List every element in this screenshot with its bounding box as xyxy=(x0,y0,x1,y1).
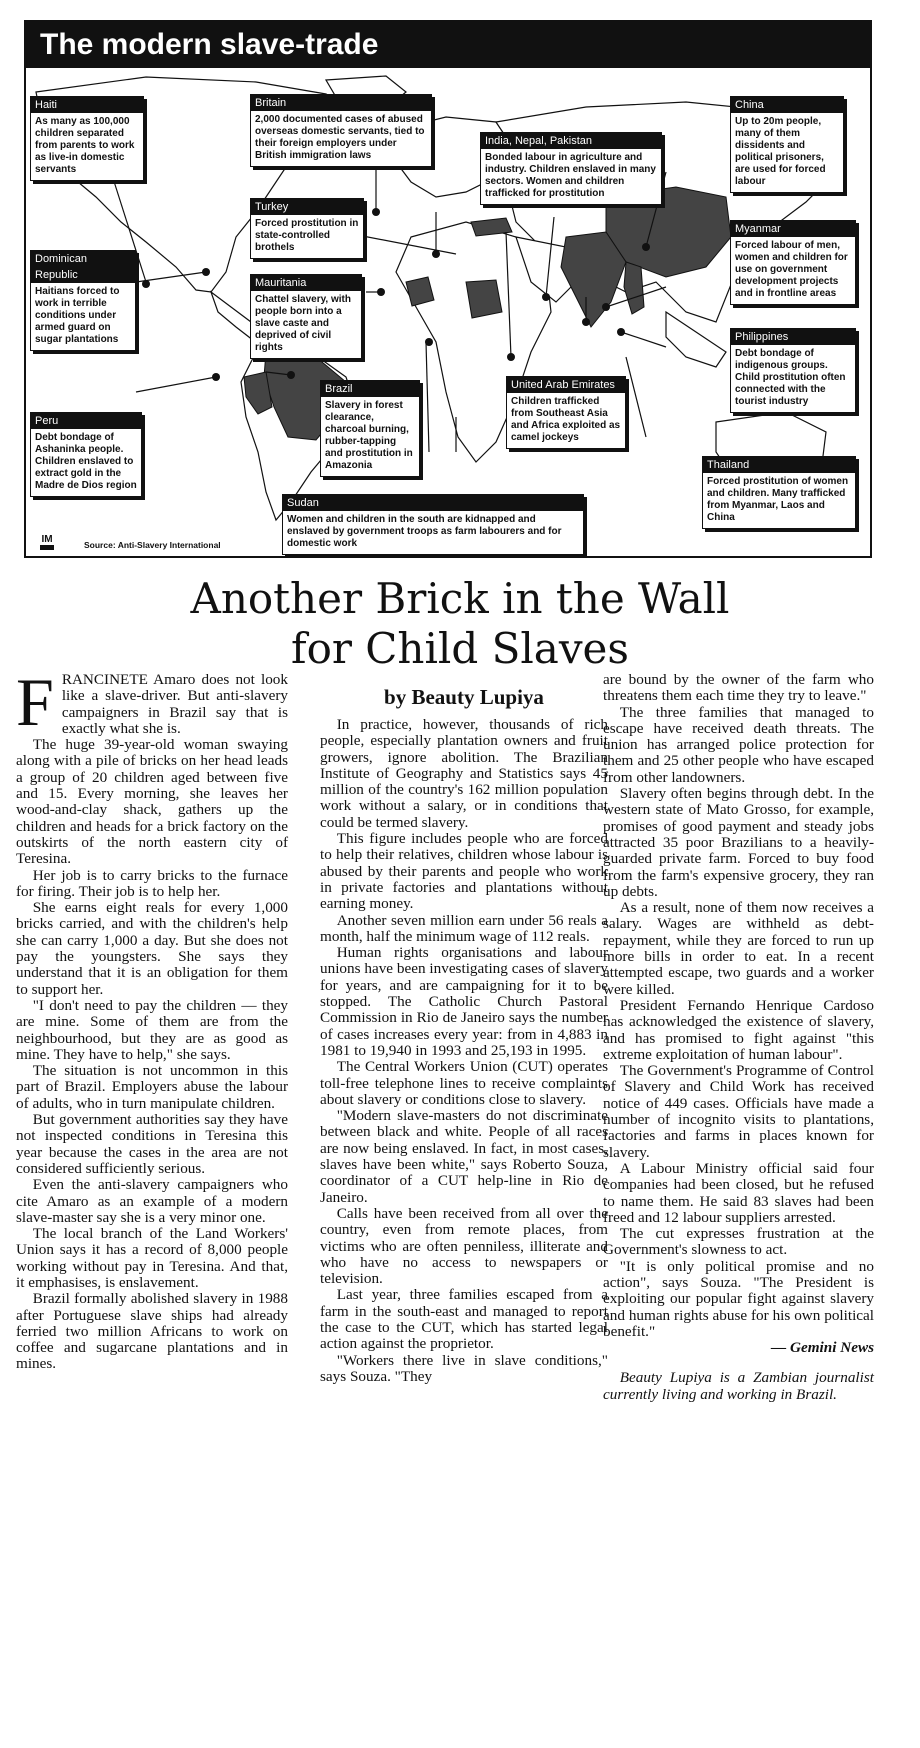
myanmar-shade xyxy=(624,262,644,314)
article-paragraph: The Central Workers Union (CUT) operates toll-free telephone lines to receive complaints about slavery or conditions close to slavery. xyxy=(320,1058,608,1108)
callout-region: India, Nepal, Pakistan xyxy=(481,133,661,149)
callout-region: China xyxy=(731,97,843,113)
graphic-credit-logo xyxy=(38,530,56,552)
continents xyxy=(36,76,846,520)
article-paragraph: The three families that managed to escape have received death threats. The union has arranged police protection for them and 25 other people who have escaped from other landowners. xyxy=(603,703,874,786)
callout-region: Philippines xyxy=(731,329,855,345)
callout-region: Britain xyxy=(251,95,431,111)
article-paragraph: "Modern slave-masters do not discriminate between black and white. People of all races are now being enslaved. In fact, in most cases, slaves have been white," says Roberto Souza, coordinator of a CUT help-line in Rio de Janeiro. xyxy=(320,1107,608,1206)
callout-mauritania xyxy=(250,274,362,359)
callout-text: Debt bondage of indigenous groups. Child prostitution often connected with the tourist industry xyxy=(735,348,846,407)
article-column-3 xyxy=(603,672,874,1403)
graphic-source: Source: Anti-Slavery International xyxy=(84,540,221,550)
article-column-1 xyxy=(16,664,288,1373)
callout-region: Mauritania xyxy=(251,275,361,291)
callout-philippines xyxy=(730,328,856,413)
article-paragraph: "I don't need to pay the children — they are mine. Some of them are from the neighbourhood, but they are as good as mine. They have to help," she says. xyxy=(16,996,288,1063)
callout-text: Forced prostitution in state-controlled brothels xyxy=(255,218,359,253)
callout-text: Up to 20m people, many of them dissidents and political prisoners, are used for forced labour xyxy=(735,116,826,187)
callout-region: Peru xyxy=(31,413,141,429)
callout-brazil xyxy=(320,380,420,477)
article-paragraph: "It is only political promise and no action", says Souza. "The President is exploiting our popular fight against slavery and human rights abuse for his own political benefit." xyxy=(603,1257,874,1340)
graphic-title: The modern slave-trade xyxy=(26,22,870,68)
article-paragraph: As a result, none of them now receives a salary. Wages are withheld as debt-repayment, while they are forced to run up more bills in order to eat. In a recent attempted escape, two guards and a worker were killed. xyxy=(603,899,874,998)
callout-region: Myanmar xyxy=(731,221,855,237)
article-paragraph: Her job is to carry bricks to the furnace for firing. Their job is to help her. xyxy=(16,866,288,900)
author-bio: Beauty Lupiya is a Zambian journalist currently living and working in Brazil. xyxy=(603,1369,874,1403)
callout-haiti xyxy=(30,96,144,181)
callout-region: Turkey xyxy=(251,199,363,215)
article-paragraph: Last year, three families escaped from a farm in the south-east and managed to report the case to the CUT, which has started legal action against the proprietor. xyxy=(320,1286,608,1353)
sudan-shade xyxy=(466,280,502,318)
article-paragraph: The Government's Programme of Control of Slavery and Child Work has received notice of 449 cases. Officials have made a number of incognito visits to plantations, factories and farms in places known for slavery. xyxy=(603,1062,874,1161)
callout-text: Forced prostitution of women and children. Many trafficked from Myanmar, Laos and China xyxy=(707,476,849,523)
callout-text: Debt bondage of Ashaninka people. Children enslaved to extract gold in the Madre de Dios region xyxy=(35,432,137,491)
callout-peru xyxy=(30,412,142,497)
article-paragraph: This figure includes people who are forced to help their relatives, children whose labour is abused by their parents and people who work in private factories and plantations without earning money. xyxy=(320,830,608,913)
article-paragraph: Slavery often begins through debt. In the western state of Mato Grosso, for example, promises of good payment and steady jobs attracted 35 poor Brazilians to a heavily-guarded private farm. Forced to buy food from the farm's expensive grocery, they ran up debts. xyxy=(603,785,874,900)
callout-india-nepal-pakistan xyxy=(480,132,662,205)
callout-text: As many as 100,000 children separated from parents to work as live-in domestic servants xyxy=(35,116,135,175)
article-paragraph: President Fernando Henrique Cardoso has acknowledged the existence of slavery, and has promised to fight against "this extreme exploitation of human labour". xyxy=(603,996,874,1063)
article-paragraph xyxy=(16,664,288,740)
callout-region: United Arab Emirates xyxy=(507,377,625,393)
callout-sudan xyxy=(282,494,584,555)
callout-region: Thailand xyxy=(703,457,855,473)
callout-text: Haitians forced to work in terrible conditions under armed guard on sugar plantations xyxy=(35,286,120,345)
article-headline xyxy=(0,574,920,674)
headline-line-1: Another Brick in the Wall xyxy=(190,574,730,623)
article-paragraph: The cut expresses frustration at the Government's slowness to act. xyxy=(603,1225,874,1259)
article-paragraph: Even the anti-slavery campaigners who cite Amaro as an example of a modern slave-master say she is a very minor one. xyxy=(16,1176,288,1226)
slave-trade-map-graphic xyxy=(24,20,872,558)
callout-turkey xyxy=(250,198,364,259)
article-paragraph: But government authorities say they have not inspected conditions in Teresina this year because the cases in the area are not considered sufficiently serious. xyxy=(16,1111,288,1177)
callout-text: Children trafficked from Southeast Asia and Africa exploited as camel jockeys xyxy=(511,396,621,443)
callout-myanmar xyxy=(730,220,856,305)
callout-china xyxy=(730,96,844,193)
article-paragraph: She earns eight reals for every 1,000 bricks carried, and with the children's help she can carry 1,000 a day. But she does not pay the youngsters. She says they understand that it is an obligation for them to support her. xyxy=(16,899,288,998)
article-paragraph: "Workers there live in slave conditions," says Souza. "They xyxy=(320,1351,608,1385)
article-paragraph: The huge 39-year-old woman swaying along with a pile of bricks on her head leads a group of 20 children aged between five and 15. Every morning, she leaves her wood-and-clay shack, gathers up the children and heads for a brick factory on the outskirts of the north eastern city of Teresina. xyxy=(16,736,288,868)
byline: by Beauty Lupiya xyxy=(384,685,544,709)
article-paragraph: Calls have been received from all over the country, even from remote places, from victims who are often penniless, illiterate and who have no access to newspapers or television. xyxy=(320,1204,608,1288)
callout-text: 2,000 documented cases of abused overseas domestic servants, tied to their foreign employers under British immigration laws xyxy=(255,114,425,161)
callout-dominican-republic xyxy=(30,250,136,351)
news-agency-signoff: — Gemini News xyxy=(771,1339,874,1357)
callout-text: Chattel slavery, with people born into a slave caste and deprived of civil rights xyxy=(255,294,351,353)
headline-line-2: for Child Slaves xyxy=(291,624,629,673)
callout-region: Haiti xyxy=(31,97,143,113)
article-paragraph: The local branch of the Land Workers' Union says it has a record of 8,000 people working without pay in Teresina. And that, it emphasises, is enslavement. xyxy=(16,1225,288,1291)
paragraph-text: RANCINETE Amaro does not look like a slave-driver. But anti-slavery campaigners in Brazil say that is exactly what she is. xyxy=(61,671,288,737)
callout-region: Sudan xyxy=(283,495,583,511)
article-paragraph: A Labour Ministry official said four companies had been closed, but he refused to name them. He said 83 slaves had been freed and 12 labour suppliers arrested. xyxy=(603,1159,874,1226)
callout-uae xyxy=(506,376,626,449)
credit-mark-text: IM xyxy=(41,534,53,545)
article-paragraph: are bound by the owner of the farm who threatens them each time they try to leave." xyxy=(603,671,874,705)
callout-britain xyxy=(250,94,432,167)
callout-region: Brazil xyxy=(321,381,419,397)
callout-text: Bonded labour in agriculture and industry. Children enslaved in many sectors. Women and children trafficked for prostitution xyxy=(485,152,656,199)
article-column-2 xyxy=(320,685,608,1385)
article-paragraph: In practice, however, thousands of rich people, especially plantation owners and fruit growers, ignore abolition. The Brazilian Institute of Geography and Statistics says 45 million of the country's 162 million population work without a salary, or in conditions that could be termed slavery. xyxy=(320,716,608,831)
article-paragraph: Brazil formally abolished slavery in 1988 after Portuguese slave ships had already ferried two million Africans to work on coffee and sugarcane plantations and in mines. xyxy=(16,1290,288,1373)
callout-text: Forced labour of men, women and children for use on government development projects and in frontline areas xyxy=(735,240,848,299)
callout-text: Slavery in forest clearance, charcoal burning, rubber-tapping and prostitution in Amazonia xyxy=(325,400,413,471)
drop-cap: F xyxy=(16,664,54,740)
callout-text: Women and children in the south are kidnapped and enslaved by government troops as farm labourers and for domestic work xyxy=(287,514,562,549)
callout-thailand xyxy=(702,456,856,529)
callout-region: Dominican Republic xyxy=(31,251,135,283)
article-paragraph: The situation is not uncommon in this part of Brazil. Employers abuse the labour of adults, who in turn manipulate children. xyxy=(16,1062,288,1112)
article-paragraph: Human rights organisations and labour unions have been investigating cases of slavery for years, and are campaigning for it to be stopped. The Catholic Church Pastoral Commission in Rio de Janeiro says the number of cases increases every year: from in 4,883 in 1981 to 19,940 in 1993 and 25,193 in 1995. xyxy=(320,944,608,1059)
article-paragraph: Another seven million earn under 56 reals a month, half the minimum wage of 112 reals. xyxy=(320,911,608,945)
